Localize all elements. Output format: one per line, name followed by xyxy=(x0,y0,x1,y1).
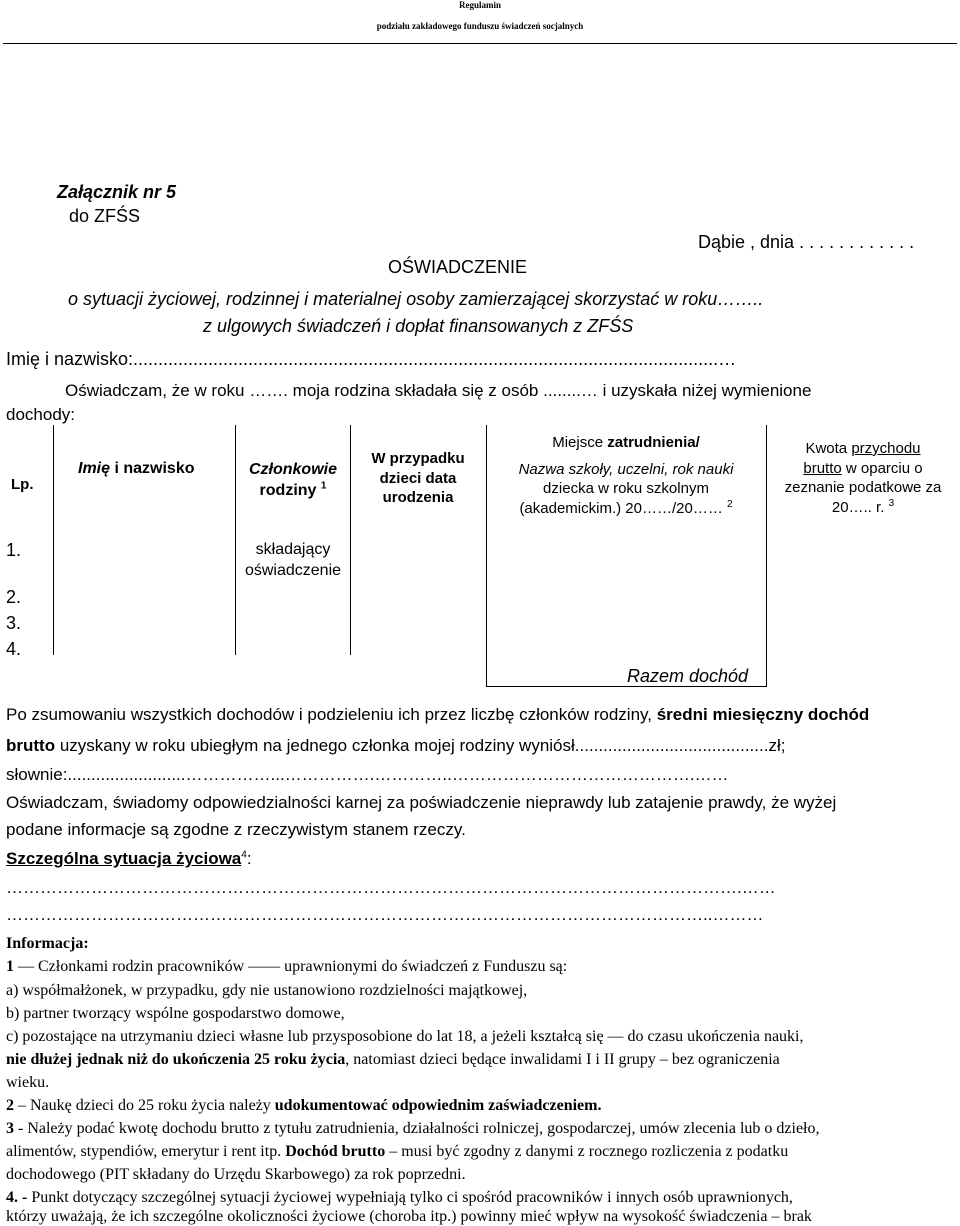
info-note-4-number: 4. - xyxy=(6,1189,28,1206)
col-header-work-a: Miejsce xyxy=(552,434,608,451)
info-note-1c: c) pozostające na utrzymaniu dzieci własne lub przysposobione do lat 18, a jeżeli kształcą się — do czasu ukończenia nauki, xyxy=(6,1028,804,1045)
col-header-income xyxy=(770,439,956,517)
info-note-2-bold: udokumentować odpowiednim zaświadczeniem. xyxy=(274,1097,602,1114)
col-header-income-f: 20….. r. xyxy=(831,498,885,516)
col-header-members xyxy=(236,460,350,502)
table-row-number: 1. xyxy=(6,540,22,560)
amount-in-words-field[interactable]: słownie:.........................……………...…………….…………..…………………………………….…… xyxy=(6,765,729,784)
info-note-3-text: - Należy podać kwotę dochodu brutto z tytułu zatrudnienia, działalności rolniczej, gospodarczej, umów zlecenia lub o dzieło, xyxy=(14,1120,820,1137)
footnote-ref-3: 3 xyxy=(888,497,895,509)
info-note-3-line3: dochodowego (PIT składany do Urzędu Skarbowego) za rok poprzedni. xyxy=(6,1166,466,1183)
summary-text-b: uzyskany w roku ubiegłym na jednego członka mojej rodziny wyniósł xyxy=(55,736,575,755)
info-note-2-number: 2 xyxy=(6,1097,14,1114)
col-header-work-line1 xyxy=(490,433,762,453)
special-situation-field-2[interactable]: ……………………………………………………………………………………………………………..……… xyxy=(6,905,764,924)
document-header-subtitle: podziału zakładowego funduszu świadczeń socjalnych xyxy=(376,21,584,31)
table-row-number: 4. xyxy=(6,639,22,659)
total-income-label: Razem dochód xyxy=(627,666,749,686)
table-col-divider xyxy=(53,425,54,655)
col-header-income-c: brutto xyxy=(803,459,842,477)
col-header-income-a: Kwota xyxy=(805,440,852,457)
info-note-1c-bold: nie dłużej jednak niż do ukończenia 25 roku życia xyxy=(6,1051,346,1068)
col-header-name-b: i nazwisko xyxy=(110,460,195,477)
info-note-3-line2-c: – musi być zgodny z danymi z rocznego rozliczenia z podatku xyxy=(385,1143,789,1160)
responsibility-statement-line1: Oświadczam, świadomy odpowiedzialności karnej za poświadczenie nieprawdy lub zatajenie prawdy, że wyżej xyxy=(6,793,837,812)
summary-line2 xyxy=(6,736,785,756)
info-note-1 xyxy=(6,958,567,976)
col-header-income-line4 xyxy=(770,498,956,518)
average-income-field[interactable]: .........................................zł; xyxy=(574,736,786,755)
summary-text-a: Po zsumowaniu wszystkich dochodów i podzieleniu ich przez liczbę członków rodziny, xyxy=(6,705,657,724)
place-date: Dąbie , dnia . . . . . . . . . . . . xyxy=(698,232,915,252)
responsibility-statement-line2: podane informacje są zgodne z rzeczywistym stanem rzeczy. xyxy=(6,820,466,839)
col-header-members-b: rodziny xyxy=(259,481,317,499)
col-header-work xyxy=(490,433,762,518)
statement-subtitle-line2: z ulgowych świadczeń i dopłat finansowanych z ZFŚS xyxy=(203,316,634,336)
info-note-2-text: – Naukę dzieci do 25 roku życia należy xyxy=(14,1097,275,1114)
col-header-work-e: (akademickim.) 20……/20…… xyxy=(519,499,723,517)
col-header-members-b-line xyxy=(236,481,350,502)
statement-title: OŚWIADCZENIE xyxy=(388,257,528,277)
footnote-ref-1: 1 xyxy=(320,480,327,492)
summary-text-bold: średni miesięczny dochód xyxy=(656,705,870,724)
info-note-4 xyxy=(6,1189,793,1207)
annex-number: Załącznik nr 5 xyxy=(57,182,177,202)
declaration-line2: dochody: xyxy=(6,405,75,424)
col-header-work-line5 xyxy=(490,499,762,519)
info-note-4-line2: którzy uważają, że ich szczególne okoliczności życiowe (choroba itp.) powinny mieć wpływ na wysokość świadczenia – brak xyxy=(6,1208,812,1225)
statement-subtitle-line1: o sytuacji życiowej, rodzinnej i materialnej osoby zamierzającej skorzystać w roku…….. xyxy=(68,289,764,309)
special-situation-colon: : xyxy=(246,849,252,868)
info-note-1-number: 1 xyxy=(6,958,14,975)
info-note-1c-rest: , natomiast dzieci będące inwalidami I i II grupy – bez ograniczenia xyxy=(345,1051,780,1068)
special-situation-field-1[interactable]: ………………………………………………………………………………………………………………….…… xyxy=(6,878,776,897)
table-col-divider xyxy=(766,425,767,687)
info-note-1c-line2 xyxy=(6,1051,780,1069)
col-header-income-d: w oparciu o xyxy=(841,459,923,477)
summary-brutto: brutto xyxy=(6,736,56,755)
info-note-3-number: 3 xyxy=(6,1120,14,1137)
info-note-2 xyxy=(6,1097,601,1115)
table-col-divider xyxy=(350,425,351,655)
col-header-income-line2 xyxy=(770,459,956,479)
special-situation-heading xyxy=(6,849,252,869)
col-header-work-d: dziecka w roku szkolnym xyxy=(543,480,709,497)
annex-fund: do ZFŚS xyxy=(69,206,141,226)
col-header-children: W przypadku dzieci data urodzenia xyxy=(371,450,465,506)
first-member-cell: składający oświadczenie xyxy=(244,541,342,579)
col-header-members-a: Członkowie xyxy=(248,461,337,478)
table-row-number: 2. xyxy=(6,587,22,607)
info-note-3-line2-a: alimentów, stypendiów, emerytur i rent itp. xyxy=(6,1143,286,1160)
col-header-name-a: Imię xyxy=(78,460,111,477)
col-header-income-e: zeznanie podatkowe za xyxy=(784,479,942,496)
declaration-line1 xyxy=(65,381,811,401)
declaration-text: Oświadczam, że w roku xyxy=(65,381,250,400)
document-header-title: Regulamin xyxy=(458,0,501,10)
info-note-4-text: Punkt dotyczący szczególnej sytuacji życiowej wypełniają tylko ci spośród pracowników i innych osób uprawnionych, xyxy=(27,1189,793,1206)
table-col-divider xyxy=(486,425,487,687)
col-header-income-b: przychodu xyxy=(851,440,921,457)
footnote-ref-2: 2 xyxy=(727,498,733,510)
info-note-3-line2 xyxy=(6,1143,788,1161)
info-note-1-text: — Członkami rodzin pracowników —— uprawnionymi do świadczeń z Funduszu są: xyxy=(14,958,568,975)
info-note-1c-line3: wieku. xyxy=(6,1074,50,1091)
info-note-3-line2-bold: Dochód brutto xyxy=(285,1143,386,1160)
table-row-number: 3. xyxy=(6,613,22,633)
col-header-work-b: zatrudnienia/ xyxy=(607,434,700,451)
col-header-work-c: Nazwa szkoły, uczelni, rok nauki xyxy=(518,460,734,478)
info-heading: Informacja: xyxy=(6,935,89,952)
col-header-name xyxy=(78,460,194,478)
footnote-ref-4: 4 xyxy=(241,849,247,861)
summary-line1 xyxy=(6,705,869,725)
info-note-1a: a) współmałżonek, w przypadku, gdy nie ustanowiono rozdzielności majątkowej, xyxy=(6,982,528,999)
info-note-3 xyxy=(6,1120,820,1138)
header-rule xyxy=(3,43,957,44)
col-header-income-line1 xyxy=(770,439,956,459)
col-header-lp: Lp. xyxy=(11,476,34,493)
declaration-fill[interactable]: ……. moja rodzina składała się z osób ........… i uzyskała niżej wymienione xyxy=(249,381,812,400)
info-note-1b: b) partner tworzący wspólne gospodarstwo domowe, xyxy=(6,1005,345,1022)
special-situation-label: Szczególna sytuacja życiowa xyxy=(6,849,242,868)
name-field[interactable]: Imię i nazwisko:.....................................................................................................................… xyxy=(6,349,737,369)
